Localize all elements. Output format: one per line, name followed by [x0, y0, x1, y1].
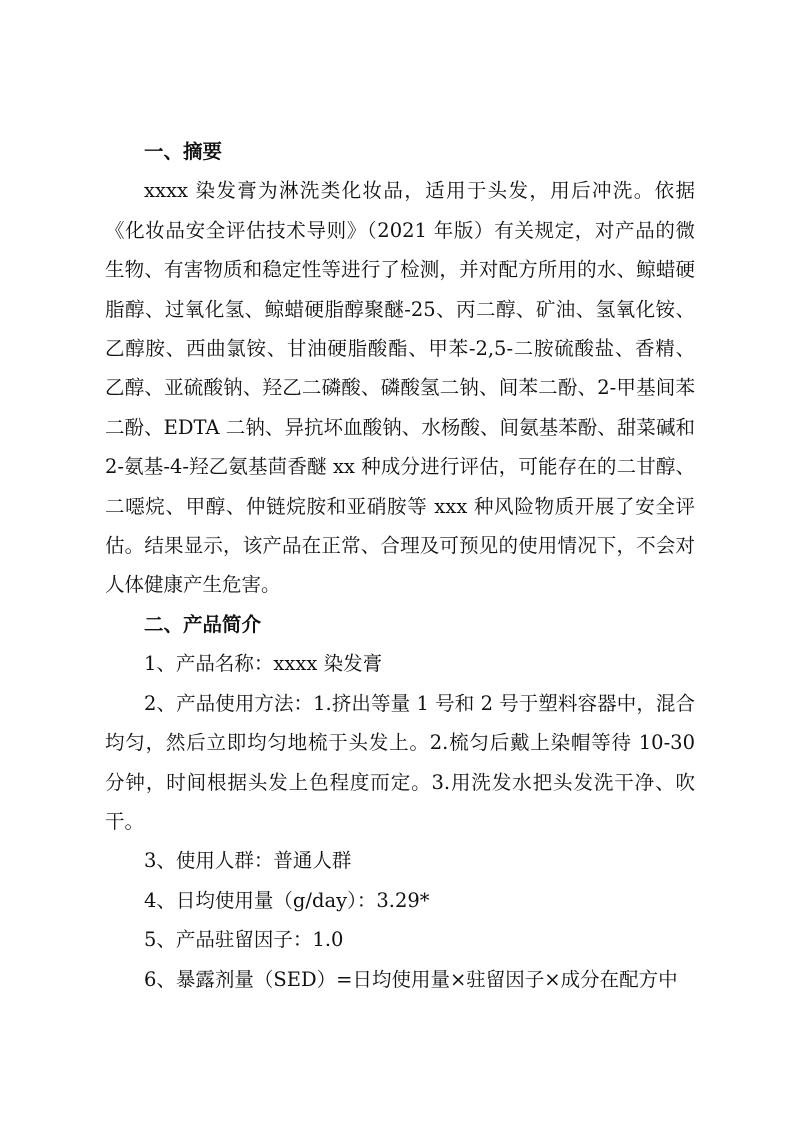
daily-usage-item: 4、日均使用量（g/day）：3.29* — [144, 888, 430, 912]
product-name-item: 1、产品名称：xxxx 染发膏 — [144, 652, 383, 676]
target-users-item: 3、使用人群：普通人群 — [144, 849, 352, 873]
section-heading-summary: 一、摘要 — [144, 140, 223, 163]
section-heading-product-intro: 二、产品简介 — [144, 612, 262, 636]
document-body — [105, 132, 695, 999]
retention-factor-item: 5、产品驻留因子：1.0 — [144, 928, 344, 952]
usage-method-item: 2、产品使用方法：1.挤出等量 1 号和 2 号于塑料容器中，混合均匀，然后立即均匀地梳于头发上。2.梳匀后戴上染帽等待 10-30 分钟，时间根据头发上色程度而定。3.用洗发水把头发洗干净、吹干。 — [105, 691, 695, 833]
summary-paragraph: xxxx 染发膏为淋洗类化妆品，适用于头发，用后冲洗。依据《化妆品安全评估技术导则》（2021 年版）有关规定，对产品的微生物、有害物质和稳定性等进行了检测，并对配方所用的水、鲸蜡硬脂醇、过氧化氢、鲸蜡硬脂醇聚醚-25、丙二醇、矿油、氢氧化铵、乙醇胺、西曲氯铵、甘油硬脂酸酯、甲苯-2,5-二胺硫酸盐、香精、乙醇、亚硫酸钠、羟乙二磷酸、磷酸氢二钠、间苯二酚、2-甲基间苯二酚、EDTA 二钠、异抗坏血酸钠、水杨酸、间氨基苯酚、甜菜碱和 2-氨基-4-羟乙氨基茴香醚 xx 种成分进行评估，可能存在的二甘醇、二噁烷、甲醇、仲链烷胺和亚硝胺等 xxx 种风险物质开展了安全评估。结果显示，该产品在正常、合理及可预见的使用情况下，不会对人体健康产生危害。 — [105, 179, 695, 597]
exposure-dose-item: 6、暴露剂量（SED）=日均使用量×驻留因子×成分在配方中 — [144, 967, 678, 991]
